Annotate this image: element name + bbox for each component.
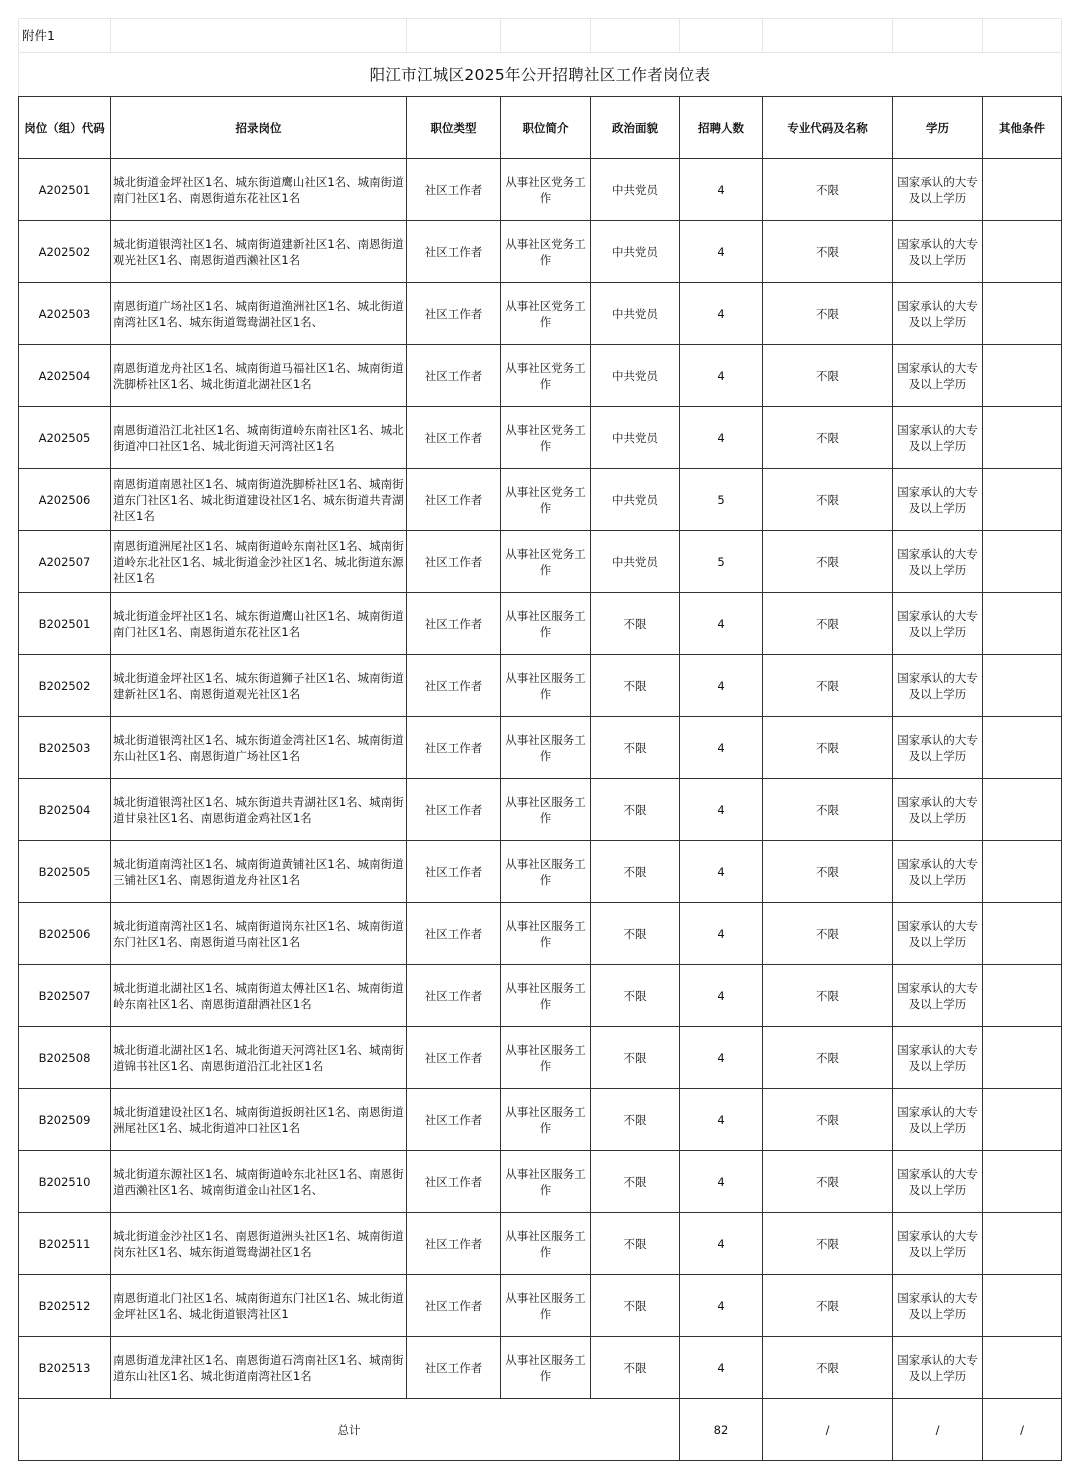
cell-code: B202509 <box>19 1089 111 1151</box>
cell-other <box>983 965 1062 1027</box>
cell-type: 社区工作者 <box>407 407 501 469</box>
table-title: 阳江市江城区2025年公开招聘社区工作者岗位表 <box>19 53 1062 97</box>
cell-type: 社区工作者 <box>407 593 501 655</box>
total-row <box>19 1399 1062 1461</box>
recruitment-table <box>18 18 1062 1461</box>
cell-intro: 从事社区服务工作 <box>501 965 591 1027</box>
cell-intro: 从事社区服务工作 <box>501 1337 591 1399</box>
cell-intro: 从事社区服务工作 <box>501 1151 591 1213</box>
cell-count: 5 <box>680 469 763 531</box>
cell-edu: 国家承认的大专及以上学历 <box>893 1027 983 1089</box>
cell-intro: 从事社区党务工作 <box>501 221 591 283</box>
cell-other <box>983 779 1062 841</box>
cell-major: 不限 <box>763 717 893 779</box>
cell-type: 社区工作者 <box>407 903 501 965</box>
total-count: 82 <box>680 1399 763 1461</box>
cell-edu: 国家承认的大专及以上学历 <box>893 283 983 345</box>
table-row <box>19 1337 1062 1399</box>
cell-politics: 不限 <box>591 1275 680 1337</box>
cell-other <box>983 469 1062 531</box>
cell-other <box>983 1151 1062 1213</box>
cell-edu: 国家承认的大专及以上学历 <box>893 1275 983 1337</box>
cell-type: 社区工作者 <box>407 779 501 841</box>
cell-other <box>983 1027 1062 1089</box>
cell-code: A202505 <box>19 407 111 469</box>
cell-count: 4 <box>680 593 763 655</box>
cell-other <box>983 221 1062 283</box>
cell-post: 南恩街道南恩社区1名、城南街道洗脚桥社区1名、城南街道东门社区1名、城北街道建设社区1名、城东街道共青湖社区1名 <box>111 469 407 531</box>
cell-count: 5 <box>680 531 763 593</box>
cell-edu: 国家承认的大专及以上学历 <box>893 531 983 593</box>
cell-post: 城北街道金沙社区1名、南恩街道洲头社区1名、城南街道岗东社区1名、城东街道鸳鸯湖社区1名 <box>111 1213 407 1275</box>
cell-code: B202504 <box>19 779 111 841</box>
cell-other <box>983 345 1062 407</box>
cell-type: 社区工作者 <box>407 531 501 593</box>
title-row <box>19 53 1062 97</box>
cell-intro: 从事社区党务工作 <box>501 283 591 345</box>
cell-type: 社区工作者 <box>407 345 501 407</box>
table-row <box>19 531 1062 593</box>
cell-major: 不限 <box>763 159 893 221</box>
cell-politics: 不限 <box>591 965 680 1027</box>
cell-other <box>983 841 1062 903</box>
cell-politics: 中共党员 <box>591 221 680 283</box>
header-intro: 职位简介 <box>501 97 591 159</box>
cell-count: 4 <box>680 407 763 469</box>
cell-code: B202512 <box>19 1275 111 1337</box>
cell-other <box>983 655 1062 717</box>
cell-edu: 国家承认的大专及以上学历 <box>893 1089 983 1151</box>
cell-edu: 国家承认的大专及以上学历 <box>893 841 983 903</box>
cell-major: 不限 <box>763 1089 893 1151</box>
cell-type: 社区工作者 <box>407 1337 501 1399</box>
cell-code: B202506 <box>19 903 111 965</box>
cell-code: B202511 <box>19 1213 111 1275</box>
cell-post: 城北街道南湾社区1名、城南街道岗东社区1名、城南街道东门社区1名、南恩街道马南社区1名 <box>111 903 407 965</box>
cell-politics: 不限 <box>591 903 680 965</box>
table-row <box>19 221 1062 283</box>
table-row <box>19 283 1062 345</box>
cell-post: 城北街道北湖社区1名、城南街道太傅社区1名、城南街道岭东南社区1名、南恩街道甜酒社区1名 <box>111 965 407 1027</box>
cell-count: 4 <box>680 903 763 965</box>
cell-edu: 国家承认的大专及以上学历 <box>893 407 983 469</box>
cell-edu: 国家承认的大专及以上学历 <box>893 655 983 717</box>
cell-count: 4 <box>680 221 763 283</box>
cell-edu: 国家承认的大专及以上学历 <box>893 903 983 965</box>
cell-type: 社区工作者 <box>407 717 501 779</box>
cell-code: B202508 <box>19 1027 111 1089</box>
cell-edu: 国家承认的大专及以上学历 <box>893 1213 983 1275</box>
cell-major: 不限 <box>763 283 893 345</box>
cell-intro: 从事社区服务工作 <box>501 1213 591 1275</box>
cell-major: 不限 <box>763 1337 893 1399</box>
cell-politics: 不限 <box>591 655 680 717</box>
cell-code: A202501 <box>19 159 111 221</box>
header-count: 招聘人数 <box>680 97 763 159</box>
table-body <box>19 97 1062 1399</box>
table-row <box>19 1027 1062 1089</box>
cell-type: 社区工作者 <box>407 655 501 717</box>
cell-code: B202501 <box>19 593 111 655</box>
total-other: / <box>983 1399 1062 1461</box>
cell-post: 城北街道南湾社区1名、城南街道黄铺社区1名、城南街道三铺社区1名、南恩街道龙舟社区1名 <box>111 841 407 903</box>
cell-code: A202502 <box>19 221 111 283</box>
cell-post: 城北街道建设社区1名、城南街道扳朗社区1名、南恩街道洲尾社区1名、城北街道冲口社区1名 <box>111 1089 407 1151</box>
cell-post: 城北街道银湾社区1名、城南街道建新社区1名、南恩街道观光社区1名、南恩街道西濑社区1名 <box>111 221 407 283</box>
attachment-label: 附件1 <box>19 19 111 53</box>
cell-code: A202503 <box>19 283 111 345</box>
cell-post: 南恩街道洲尾社区1名、城南街道岭东南社区1名、城南街道岭东北社区1名、城北街道金沙社区1名、城北街道东源社区1名 <box>111 531 407 593</box>
cell-edu: 国家承认的大专及以上学历 <box>893 717 983 779</box>
table-row <box>19 407 1062 469</box>
cell-intro: 从事社区服务工作 <box>501 1027 591 1089</box>
cell-politics: 中共党员 <box>591 345 680 407</box>
table-row <box>19 345 1062 407</box>
cell-edu: 国家承认的大专及以上学历 <box>893 345 983 407</box>
cell-count: 4 <box>680 779 763 841</box>
cell-post: 城北街道银湾社区1名、城东街道共青湖社区1名、城南街道甘泉社区1名、南恩街道金鸡社区1名 <box>111 779 407 841</box>
cell-count: 4 <box>680 1337 763 1399</box>
cell-other <box>983 903 1062 965</box>
cell-major: 不限 <box>763 1275 893 1337</box>
cell-intro: 从事社区服务工作 <box>501 593 591 655</box>
cell-edu: 国家承认的大专及以上学历 <box>893 1151 983 1213</box>
table-row <box>19 1089 1062 1151</box>
cell-major: 不限 <box>763 593 893 655</box>
cell-politics: 中共党员 <box>591 469 680 531</box>
cell-major: 不限 <box>763 903 893 965</box>
cell-count: 4 <box>680 1275 763 1337</box>
cell-count: 4 <box>680 345 763 407</box>
cell-count: 4 <box>680 1089 763 1151</box>
cell-major: 不限 <box>763 1151 893 1213</box>
cell-type: 社区工作者 <box>407 469 501 531</box>
table-row <box>19 717 1062 779</box>
table-row <box>19 593 1062 655</box>
table-row <box>19 779 1062 841</box>
cell-major: 不限 <box>763 531 893 593</box>
cell-other <box>983 159 1062 221</box>
cell-count: 4 <box>680 1151 763 1213</box>
cell-intro: 从事社区服务工作 <box>501 717 591 779</box>
cell-major: 不限 <box>763 841 893 903</box>
table-row <box>19 841 1062 903</box>
cell-count: 4 <box>680 965 763 1027</box>
cell-edu: 国家承认的大专及以上学历 <box>893 469 983 531</box>
cell-post: 城北街道北湖社区1名、城北街道天河湾社区1名、城南街道锦书社区1名、南恩街道沿江北社区1名 <box>111 1027 407 1089</box>
cell-other <box>983 407 1062 469</box>
cell-intro: 从事社区服务工作 <box>501 841 591 903</box>
header-other: 其他条件 <box>983 97 1062 159</box>
cell-count: 4 <box>680 159 763 221</box>
cell-intro: 从事社区服务工作 <box>501 903 591 965</box>
cell-major: 不限 <box>763 1027 893 1089</box>
cell-other <box>983 1089 1062 1151</box>
cell-major: 不限 <box>763 345 893 407</box>
cell-intro: 从事社区党务工作 <box>501 531 591 593</box>
table-row <box>19 965 1062 1027</box>
cell-count: 4 <box>680 655 763 717</box>
header-post: 招录岗位 <box>111 97 407 159</box>
table-row <box>19 1151 1062 1213</box>
total-edu: / <box>893 1399 983 1461</box>
cell-major: 不限 <box>763 221 893 283</box>
cell-major: 不限 <box>763 965 893 1027</box>
cell-politics: 不限 <box>591 1089 680 1151</box>
cell-edu: 国家承认的大专及以上学历 <box>893 965 983 1027</box>
cell-politics: 不限 <box>591 841 680 903</box>
cell-post: 南恩街道龙舟社区1名、城南街道马福社区1名、城南街道洗脚桥社区1名、城北街道北湖社区1名 <box>111 345 407 407</box>
spreadsheet <box>18 18 1061 1461</box>
cell-politics: 中共党员 <box>591 283 680 345</box>
cell-code: B202513 <box>19 1337 111 1399</box>
cell-count: 4 <box>680 841 763 903</box>
cell-other <box>983 1275 1062 1337</box>
cell-code: B202503 <box>19 717 111 779</box>
cell-type: 社区工作者 <box>407 965 501 1027</box>
table-row <box>19 655 1062 717</box>
cell-post: 城北街道金坪社区1名、城东街道鹰山社区1名、城南街道南门社区1名、南恩街道东花社区1名 <box>111 593 407 655</box>
cell-type: 社区工作者 <box>407 1027 501 1089</box>
cell-count: 4 <box>680 1213 763 1275</box>
cell-intro: 从事社区服务工作 <box>501 779 591 841</box>
cell-edu: 国家承认的大专及以上学历 <box>893 159 983 221</box>
cell-politics: 中共党员 <box>591 159 680 221</box>
cell-count: 4 <box>680 283 763 345</box>
cell-type: 社区工作者 <box>407 221 501 283</box>
cell-intro: 从事社区党务工作 <box>501 159 591 221</box>
cell-politics: 不限 <box>591 717 680 779</box>
table-row <box>19 903 1062 965</box>
cell-type: 社区工作者 <box>407 283 501 345</box>
cell-major: 不限 <box>763 469 893 531</box>
header-politics: 政治面貌 <box>591 97 680 159</box>
cell-code: B202507 <box>19 965 111 1027</box>
cell-major: 不限 <box>763 779 893 841</box>
cell-politics: 不限 <box>591 593 680 655</box>
cell-type: 社区工作者 <box>407 1151 501 1213</box>
cell-post: 南恩街道北门社区1名、城南街道东门社区1名、城北街道金坪社区1名、城北街道银湾社区1 <box>111 1275 407 1337</box>
cell-major: 不限 <box>763 655 893 717</box>
cell-politics: 不限 <box>591 1027 680 1089</box>
cell-type: 社区工作者 <box>407 841 501 903</box>
header-type: 职位类型 <box>407 97 501 159</box>
cell-post: 城北街道东源社区1名、城南街道岭东北社区1名、南恩街道西濑社区1名、城南街道金山社区1名、 <box>111 1151 407 1213</box>
table-row <box>19 1275 1062 1337</box>
cell-type: 社区工作者 <box>407 159 501 221</box>
cell-post: 城北街道金坪社区1名、城东街道狮子社区1名、城南街道建新社区1名、南恩街道观光社区1名 <box>111 655 407 717</box>
cell-intro: 从事社区党务工作 <box>501 469 591 531</box>
total-label: 总计 <box>19 1399 680 1461</box>
cell-code: B202502 <box>19 655 111 717</box>
table-row <box>19 469 1062 531</box>
cell-politics: 不限 <box>591 779 680 841</box>
cell-intro: 从事社区服务工作 <box>501 655 591 717</box>
cell-post: 城北街道银湾社区1名、城东街道金湾社区1名、城南街道东山社区1名、南恩街道广场社区1名 <box>111 717 407 779</box>
cell-post: 南恩街道龙津社区1名、南恩街道石湾南社区1名、城南街道东山社区1名、城北街道南湾社区1名 <box>111 1337 407 1399</box>
cell-other <box>983 1337 1062 1399</box>
attachment-row <box>19 19 1062 53</box>
cell-intro: 从事社区服务工作 <box>501 1275 591 1337</box>
cell-politics: 中共党员 <box>591 407 680 469</box>
cell-type: 社区工作者 <box>407 1089 501 1151</box>
header-row <box>19 97 1062 159</box>
cell-post: 南恩街道广场社区1名、城南街道渔洲社区1名、城北街道南湾社区1名、城东街道鸳鸯湖社区1名、 <box>111 283 407 345</box>
cell-edu: 国家承认的大专及以上学历 <box>893 221 983 283</box>
cell-edu: 国家承认的大专及以上学历 <box>893 779 983 841</box>
header-edu: 学历 <box>893 97 983 159</box>
cell-other <box>983 717 1062 779</box>
cell-intro: 从事社区服务工作 <box>501 1089 591 1151</box>
cell-other <box>983 593 1062 655</box>
cell-type: 社区工作者 <box>407 1275 501 1337</box>
cell-code: A202506 <box>19 469 111 531</box>
header-major: 专业代码及名称 <box>763 97 893 159</box>
cell-code: A202507 <box>19 531 111 593</box>
cell-politics: 不限 <box>591 1337 680 1399</box>
cell-major: 不限 <box>763 1213 893 1275</box>
cell-code: A202504 <box>19 345 111 407</box>
cell-post: 南恩街道沿江北社区1名、城南街道岭东南社区1名、城北街道冲口社区1名、城北街道天河湾社区1名 <box>111 407 407 469</box>
cell-politics: 不限 <box>591 1213 680 1275</box>
cell-other <box>983 1213 1062 1275</box>
total-major: / <box>763 1399 893 1461</box>
cell-politics: 中共党员 <box>591 531 680 593</box>
cell-major: 不限 <box>763 407 893 469</box>
cell-code: B202510 <box>19 1151 111 1213</box>
cell-count: 4 <box>680 1027 763 1089</box>
cell-count: 4 <box>680 717 763 779</box>
cell-type: 社区工作者 <box>407 1213 501 1275</box>
header-code: 岗位（组）代码 <box>19 97 111 159</box>
cell-post: 城北街道金坪社区1名、城东街道鹰山社区1名、城南街道南门社区1名、南恩街道东花社区1名 <box>111 159 407 221</box>
cell-intro: 从事社区党务工作 <box>501 345 591 407</box>
table-row <box>19 1213 1062 1275</box>
cell-other <box>983 531 1062 593</box>
cell-edu: 国家承认的大专及以上学历 <box>893 1337 983 1399</box>
cell-intro: 从事社区党务工作 <box>501 407 591 469</box>
cell-edu: 国家承认的大专及以上学历 <box>893 593 983 655</box>
cell-code: B202505 <box>19 841 111 903</box>
cell-politics: 不限 <box>591 1151 680 1213</box>
table-row <box>19 159 1062 221</box>
cell-other <box>983 283 1062 345</box>
